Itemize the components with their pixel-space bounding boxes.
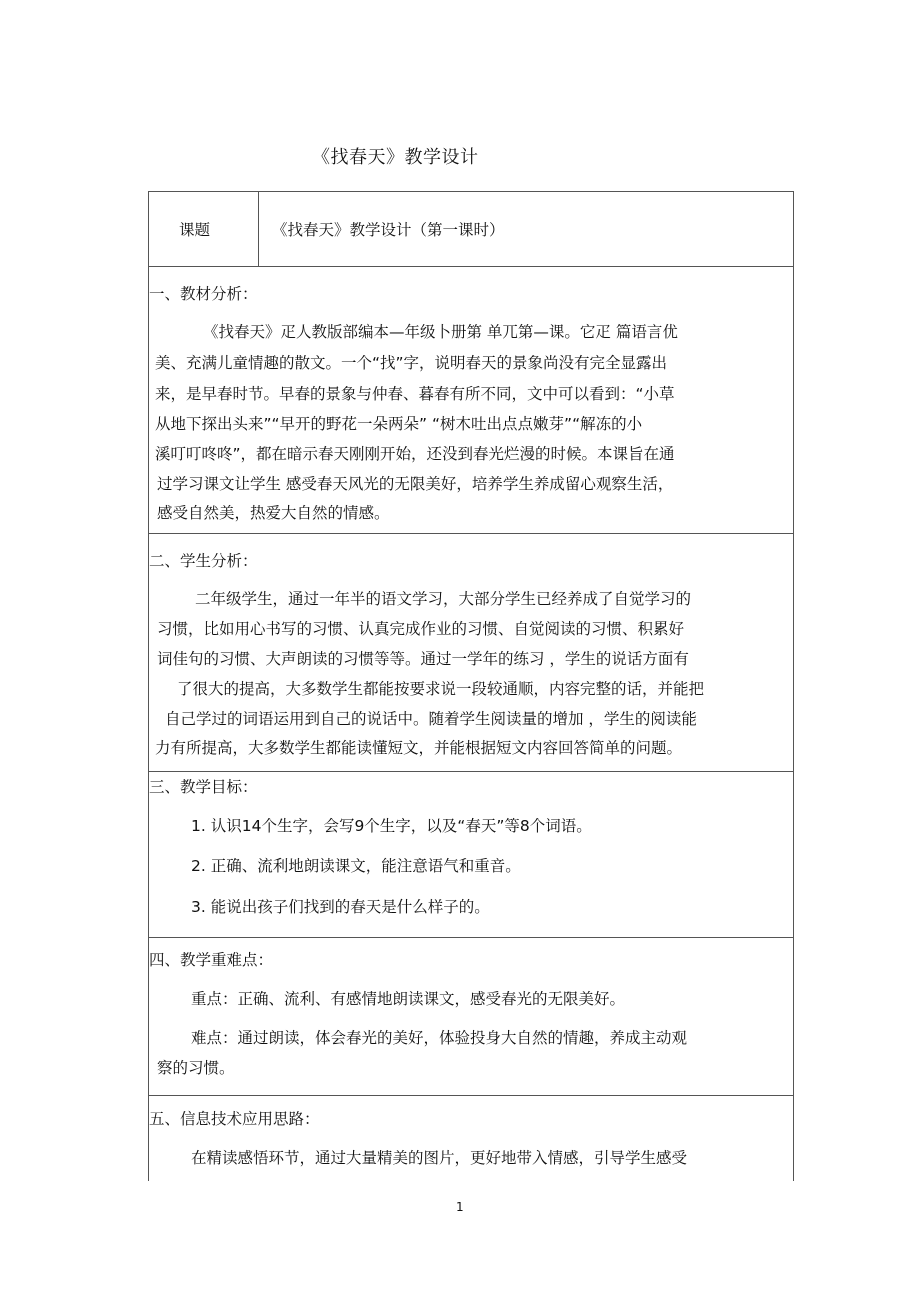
keypoints-line: 察的习惯。 xyxy=(157,1059,235,1077)
row-divider-students xyxy=(149,771,793,772)
topic-value: 《找春天》教学设计（第一课时） xyxy=(272,221,505,239)
page-number: 1 xyxy=(456,1200,464,1214)
keypoints-line: 重点：正确、流利、有感情地朗读课文，感受春光的无限美好。 xyxy=(191,990,626,1008)
document-title: 《找春天》教学设计 xyxy=(312,147,479,168)
material-line: 《找春天》疋人教版部编本—年级卜册第 单兀第—课。它疋 篇语言优 xyxy=(203,323,678,341)
material-line: 来，是早春时节。早春的景象与仲春、暮春有所不同，文中可以看到：“小草 xyxy=(155,385,675,403)
material-line: 感受自然美，热爱大自然的情感。 xyxy=(157,504,390,522)
goal-item: 1. 认识14个生字，会写9个生字，以及“春天”等8个词语。 xyxy=(191,817,592,835)
lesson-table xyxy=(148,191,794,1181)
topic-label: 课题 xyxy=(179,221,211,239)
students-line: 自己学过的词语运用到自己的说话中。随着学生阅读量的增加 ，学生的阅读能 xyxy=(165,710,697,728)
keypoints-line: 难点：通过朗读，体会春光的美好，体验投身大自然的情趣，养成主动观 xyxy=(191,1029,688,1047)
row-divider-keypoints xyxy=(149,1095,793,1096)
students-line: 力有所提高，大多数学生都能读懂短文，并能根据短文内容回答简单的问题。 xyxy=(155,739,683,757)
students-line: 词佳句的习惯、大声朗读的习惯等等。通过一学年的练习 ，学生的说话方面有 xyxy=(157,650,689,668)
material-line: 过学习课文让学生 感受春天风光的无限美好，培养学生养成留心观察生活， xyxy=(157,475,674,493)
students-line: 习惯，比如用心书写的习惯、认真完成作业的习惯、自觉阅读的习惯、积累好 xyxy=(157,620,685,638)
goals-heading: 三、教学目标： xyxy=(149,778,258,796)
topic-column-divider xyxy=(258,192,259,266)
students-line: 了很大的提高，大多数学生都能按要求说一段较通顺，内容完整的话，并能把 xyxy=(177,680,705,698)
tech-line: 在精读感悟环节，通过大量精美的图片，更好地带入情感，引导学生感受 xyxy=(191,1149,688,1167)
tech-heading: 五、信息技术应用思路： xyxy=(149,1110,320,1128)
students-heading: 二、学生分析： xyxy=(149,552,258,570)
goal-item: 2. 正确、流利地朗读课文，能注意语气和重音。 xyxy=(191,857,521,875)
material-line: 美、充满儿童情趣的散文。一个“找”字，说明春天的景象尚没有完全显露出 xyxy=(155,354,668,372)
row-divider-topic xyxy=(149,266,793,267)
material-line: 溪叮叮咚咚”，都在暗示春天刚刚开始，还没到春光烂漫的时候。本课旨在通 xyxy=(155,445,675,463)
material-line: 从地下探出头来”“早开的野花一朵两朵” “树木吐出点点嫩芽”“解冻的小 xyxy=(155,415,643,433)
row-divider-material xyxy=(149,533,793,534)
goal-item: 3. 能说出孩子们找到的春天是什么样子的。 xyxy=(191,898,490,916)
material-heading: 一、教材分析： xyxy=(149,285,258,303)
keypoints-heading: 四、教学重难点： xyxy=(149,951,274,969)
students-line: 二年级学生，通过一年半的语文学习，大部分学生已经养成了自觉学习的 xyxy=(195,590,692,608)
row-divider-goals xyxy=(149,937,793,938)
